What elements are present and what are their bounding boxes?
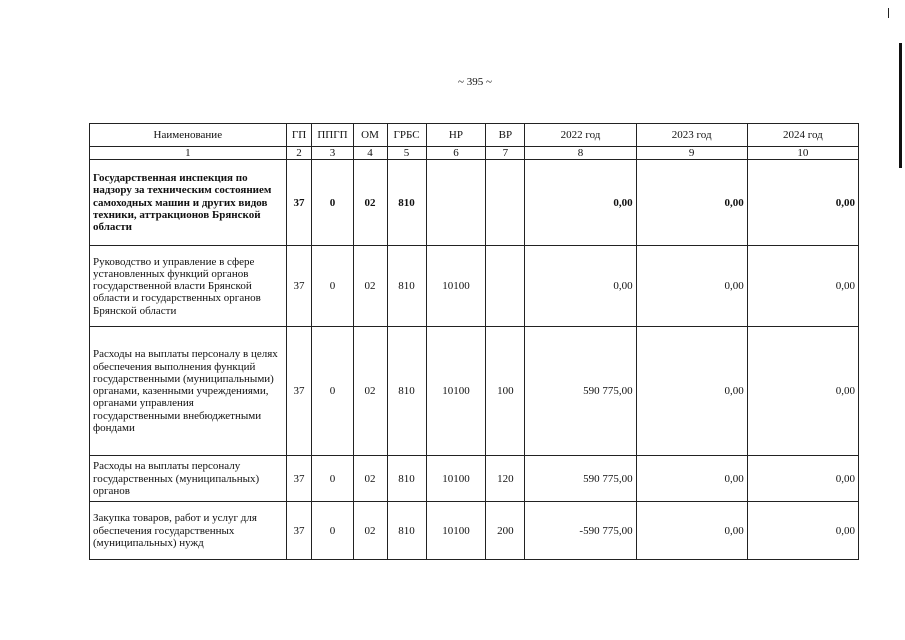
amount-2023-cell: 0,00	[636, 502, 747, 560]
ppgp-cell: 0	[312, 160, 353, 246]
om-cell: 02	[353, 502, 387, 560]
amount-2024-cell: 0,00	[747, 160, 858, 246]
amount-2024-cell: 0,00	[747, 502, 858, 560]
page-number: ~ 395 ~	[458, 76, 492, 88]
header-cell: 2022 год	[525, 124, 636, 147]
header-cell: ВР	[486, 124, 525, 147]
nr-cell: 10100	[426, 327, 486, 456]
column-number-cell: 7	[486, 147, 525, 160]
grbs-cell: 810	[387, 502, 426, 560]
grbs-cell: 810	[387, 456, 426, 502]
row-name-cell: Закупка товаров, работ и услуг для обеспечения государственных (муниципальных) нужд	[90, 502, 287, 560]
header-cell: Наименование	[90, 124, 287, 147]
grbs-cell: 810	[387, 246, 426, 327]
gp-cell: 37	[286, 327, 312, 456]
header-row	[90, 124, 859, 147]
ppgp-cell: 0	[312, 456, 353, 502]
amount-2022-cell: 0,00	[525, 160, 636, 246]
column-number-cell: 6	[426, 147, 486, 160]
grbs-cell: 810	[387, 160, 426, 246]
vr-cell	[486, 160, 525, 246]
amount-2022-cell: -590 775,00	[525, 502, 636, 560]
column-number-cell: 3	[312, 147, 353, 160]
table-row	[90, 327, 859, 456]
row-name-cell: Государственная инспекция по надзору за техническим состоянием самоходных машин и других видов техники, аттракционов Брянской области	[90, 160, 287, 246]
row-name-cell: Расходы на выплаты персоналу в целях обеспечения выполнения функций государственными (муниципальными) органами, казенными учреждениями, органами управления государственными внебюджетными фондами	[90, 327, 287, 456]
nr-cell	[426, 160, 486, 246]
gp-cell: 37	[286, 502, 312, 560]
row-name-cell: Руководство и управление в сфере установленных функций органов государственной власти Брянской области и государственных органов Брянской области	[90, 246, 287, 327]
table-row	[90, 160, 859, 246]
header-cell: ГРБС	[387, 124, 426, 147]
grbs-cell: 810	[387, 327, 426, 456]
amount-2023-cell: 0,00	[636, 246, 747, 327]
vr-cell	[486, 246, 525, 327]
column-number-cell: 10	[747, 147, 858, 160]
amount-2022-cell: 0,00	[525, 246, 636, 327]
table-row	[90, 246, 859, 327]
ppgp-cell: 0	[312, 246, 353, 327]
header-cell: ППГП	[312, 124, 353, 147]
column-number-cell: 5	[387, 147, 426, 160]
vr-cell: 200	[486, 502, 525, 560]
amount-2024-cell: 0,00	[747, 327, 858, 456]
vr-cell: 100	[486, 327, 525, 456]
column-number-cell: 2	[286, 147, 312, 160]
column-number-row	[90, 147, 859, 160]
table-row	[90, 456, 859, 502]
amount-2024-cell: 0,00	[747, 456, 858, 502]
ppgp-cell: 0	[312, 502, 353, 560]
nr-cell: 10100	[426, 502, 486, 560]
column-number-cell: 8	[525, 147, 636, 160]
table-row	[90, 502, 859, 560]
budget-table	[89, 123, 859, 560]
header-cell: 2023 год	[636, 124, 747, 147]
nr-cell: 10100	[426, 246, 486, 327]
gp-cell: 37	[286, 160, 312, 246]
column-number-cell: 4	[353, 147, 387, 160]
header-cell: 2024 год	[747, 124, 858, 147]
column-number-cell: 1	[90, 147, 287, 160]
header-cell: ОМ	[353, 124, 387, 147]
nr-cell: 10100	[426, 456, 486, 502]
amount-2023-cell: 0,00	[636, 160, 747, 246]
header-cell: НР	[426, 124, 486, 147]
ppgp-cell: 0	[312, 327, 353, 456]
om-cell: 02	[353, 327, 387, 456]
amount-2024-cell: 0,00	[747, 246, 858, 327]
margin-tick-mark	[888, 8, 889, 18]
gp-cell: 37	[286, 246, 312, 327]
om-cell: 02	[353, 160, 387, 246]
header-cell: ГП	[286, 124, 312, 147]
amount-2022-cell: 590 775,00	[525, 456, 636, 502]
amount-2022-cell: 590 775,00	[525, 327, 636, 456]
amount-2023-cell: 0,00	[636, 456, 747, 502]
vr-cell: 120	[486, 456, 525, 502]
column-number-cell: 9	[636, 147, 747, 160]
margin-scan-line	[899, 43, 902, 168]
om-cell: 02	[353, 246, 387, 327]
om-cell: 02	[353, 456, 387, 502]
amount-2023-cell: 0,00	[636, 327, 747, 456]
row-name-cell: Расходы на выплаты персоналу государственных (муниципальных) органов	[90, 456, 287, 502]
gp-cell: 37	[286, 456, 312, 502]
